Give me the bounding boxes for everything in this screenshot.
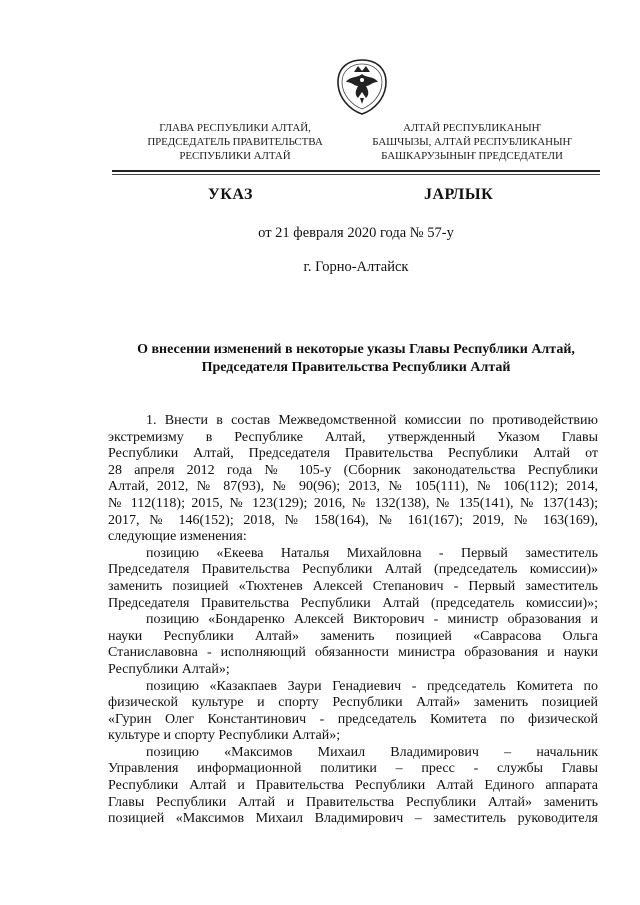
body-line: Алтай, 2012, № 87(93), № 90(96); 2013, № 105(111), № 106(112); 2014, (108, 479, 598, 495)
doc-date: от 21 февраля 2020 года № 57-у (258, 225, 454, 241)
body-line: Главы Республики Алтай и Правительства Республики Алтай» заменить (108, 794, 598, 810)
doc-body (108, 413, 598, 828)
body-line: позицию «Бондаренко Алексей Викторович - министр образования и (146, 612, 598, 628)
body-line: Республики Алтай, Председателя Правительства Республики Алтай от (108, 446, 598, 462)
emblem-icon (336, 58, 388, 116)
header-left-line: ПРЕДСЕДАТЕЛЬ ПРАВИТЕЛЬСТВА (147, 136, 323, 148)
body-line: 1. Внести в состав Межведомственной комиссии по противодействию (146, 413, 598, 428)
header-left (128, 121, 342, 163)
body-line: Республики Алтай»; (108, 661, 230, 677)
body-line: Председателя Правительства Республики Алтай (председатель комиссии)» (108, 562, 598, 578)
body-line: Республики Алтай и Правительства Республики Алтай Единого аппарата (108, 778, 598, 794)
header-divider-thin (112, 174, 600, 175)
doc-title-line: О внесении изменений в некоторые указы Главы Республики Алтай, (137, 342, 575, 357)
body-line: культуре и спорту Республики Алтай»; (108, 728, 341, 744)
body-line: Председателя Правительства Республики Алтай (председатель комиссии)»; (108, 595, 598, 611)
header-right-line: БАШКАРУЗЫНЫҤ ПРЕДСЕДАТЕЛИ (381, 150, 563, 162)
body-line: 28 апреля 2012 года № 105-у (Сборник законодательства Республики (108, 462, 598, 478)
doc-title (112, 341, 600, 377)
body-line: № 112(118); 2015, № 123(129); 2016, № 132(138), № 135(141), № 137(143); (108, 495, 598, 511)
doc-city: г. Горно-Алтайск (303, 259, 409, 275)
doc-title-line: Председателя Правительства Республики Алтай (201, 360, 511, 375)
body-line: науки Республики Алтай» заменить позицией «Саврасова Ольга (108, 628, 598, 644)
header-divider (112, 170, 600, 172)
header-left-line: РЕСПУБЛИКИ АЛТАЙ (179, 150, 291, 162)
body-line: Станиславовна - исполняющий обязанности министра образования и науки (108, 645, 598, 661)
header-right-line: БАШЧЫЗЫ, АЛТАЙ РЕСПУБЛИКАНЫҤ (372, 136, 572, 148)
doc-type-alt: JАРЛЫК (424, 186, 494, 203)
body-line: следующие изменения: (108, 529, 247, 545)
body-line: 2017, № 146(152); 2018, № 158(164), № 161(167); 2019, № 163(169), (108, 512, 598, 528)
body-line: позицию «Казакпаев Заури Генадиевич - председатель Комитета по (146, 678, 598, 694)
body-line: Управления информационной политики – пресс - службы Главы (108, 761, 598, 777)
body-line: позицию «Екеева Наталья Михайловна - Первый заместитель (146, 545, 598, 561)
body-line: позицией «Максимов Михаил Владимирович – заместитель руководителя (108, 811, 598, 827)
body-line: экстремизму в Республике Алтай, утвержденный Указом Главы (108, 429, 598, 445)
body-line: «Гурин Олег Константинович - председатель Комитета по физической (108, 711, 598, 727)
header-left-line: ГЛАВА РЕСПУБЛИКИ АЛТАЙ, (159, 122, 311, 134)
header-right-line: АЛТАЙ РЕСПУБЛИКАНЫҤ (403, 122, 541, 134)
body-line: позицию «Максимов Михаил Владимирович – начальник (146, 744, 598, 760)
header-right (352, 121, 592, 163)
body-line: физической культуре и спорту Республики Алтай» заменить позицией (108, 695, 598, 711)
doc-type-ru: УКАЗ (208, 186, 253, 203)
body-line: заменить позицией «Тюхтенев Алексей Степанович - Первый заместитель (108, 578, 598, 594)
